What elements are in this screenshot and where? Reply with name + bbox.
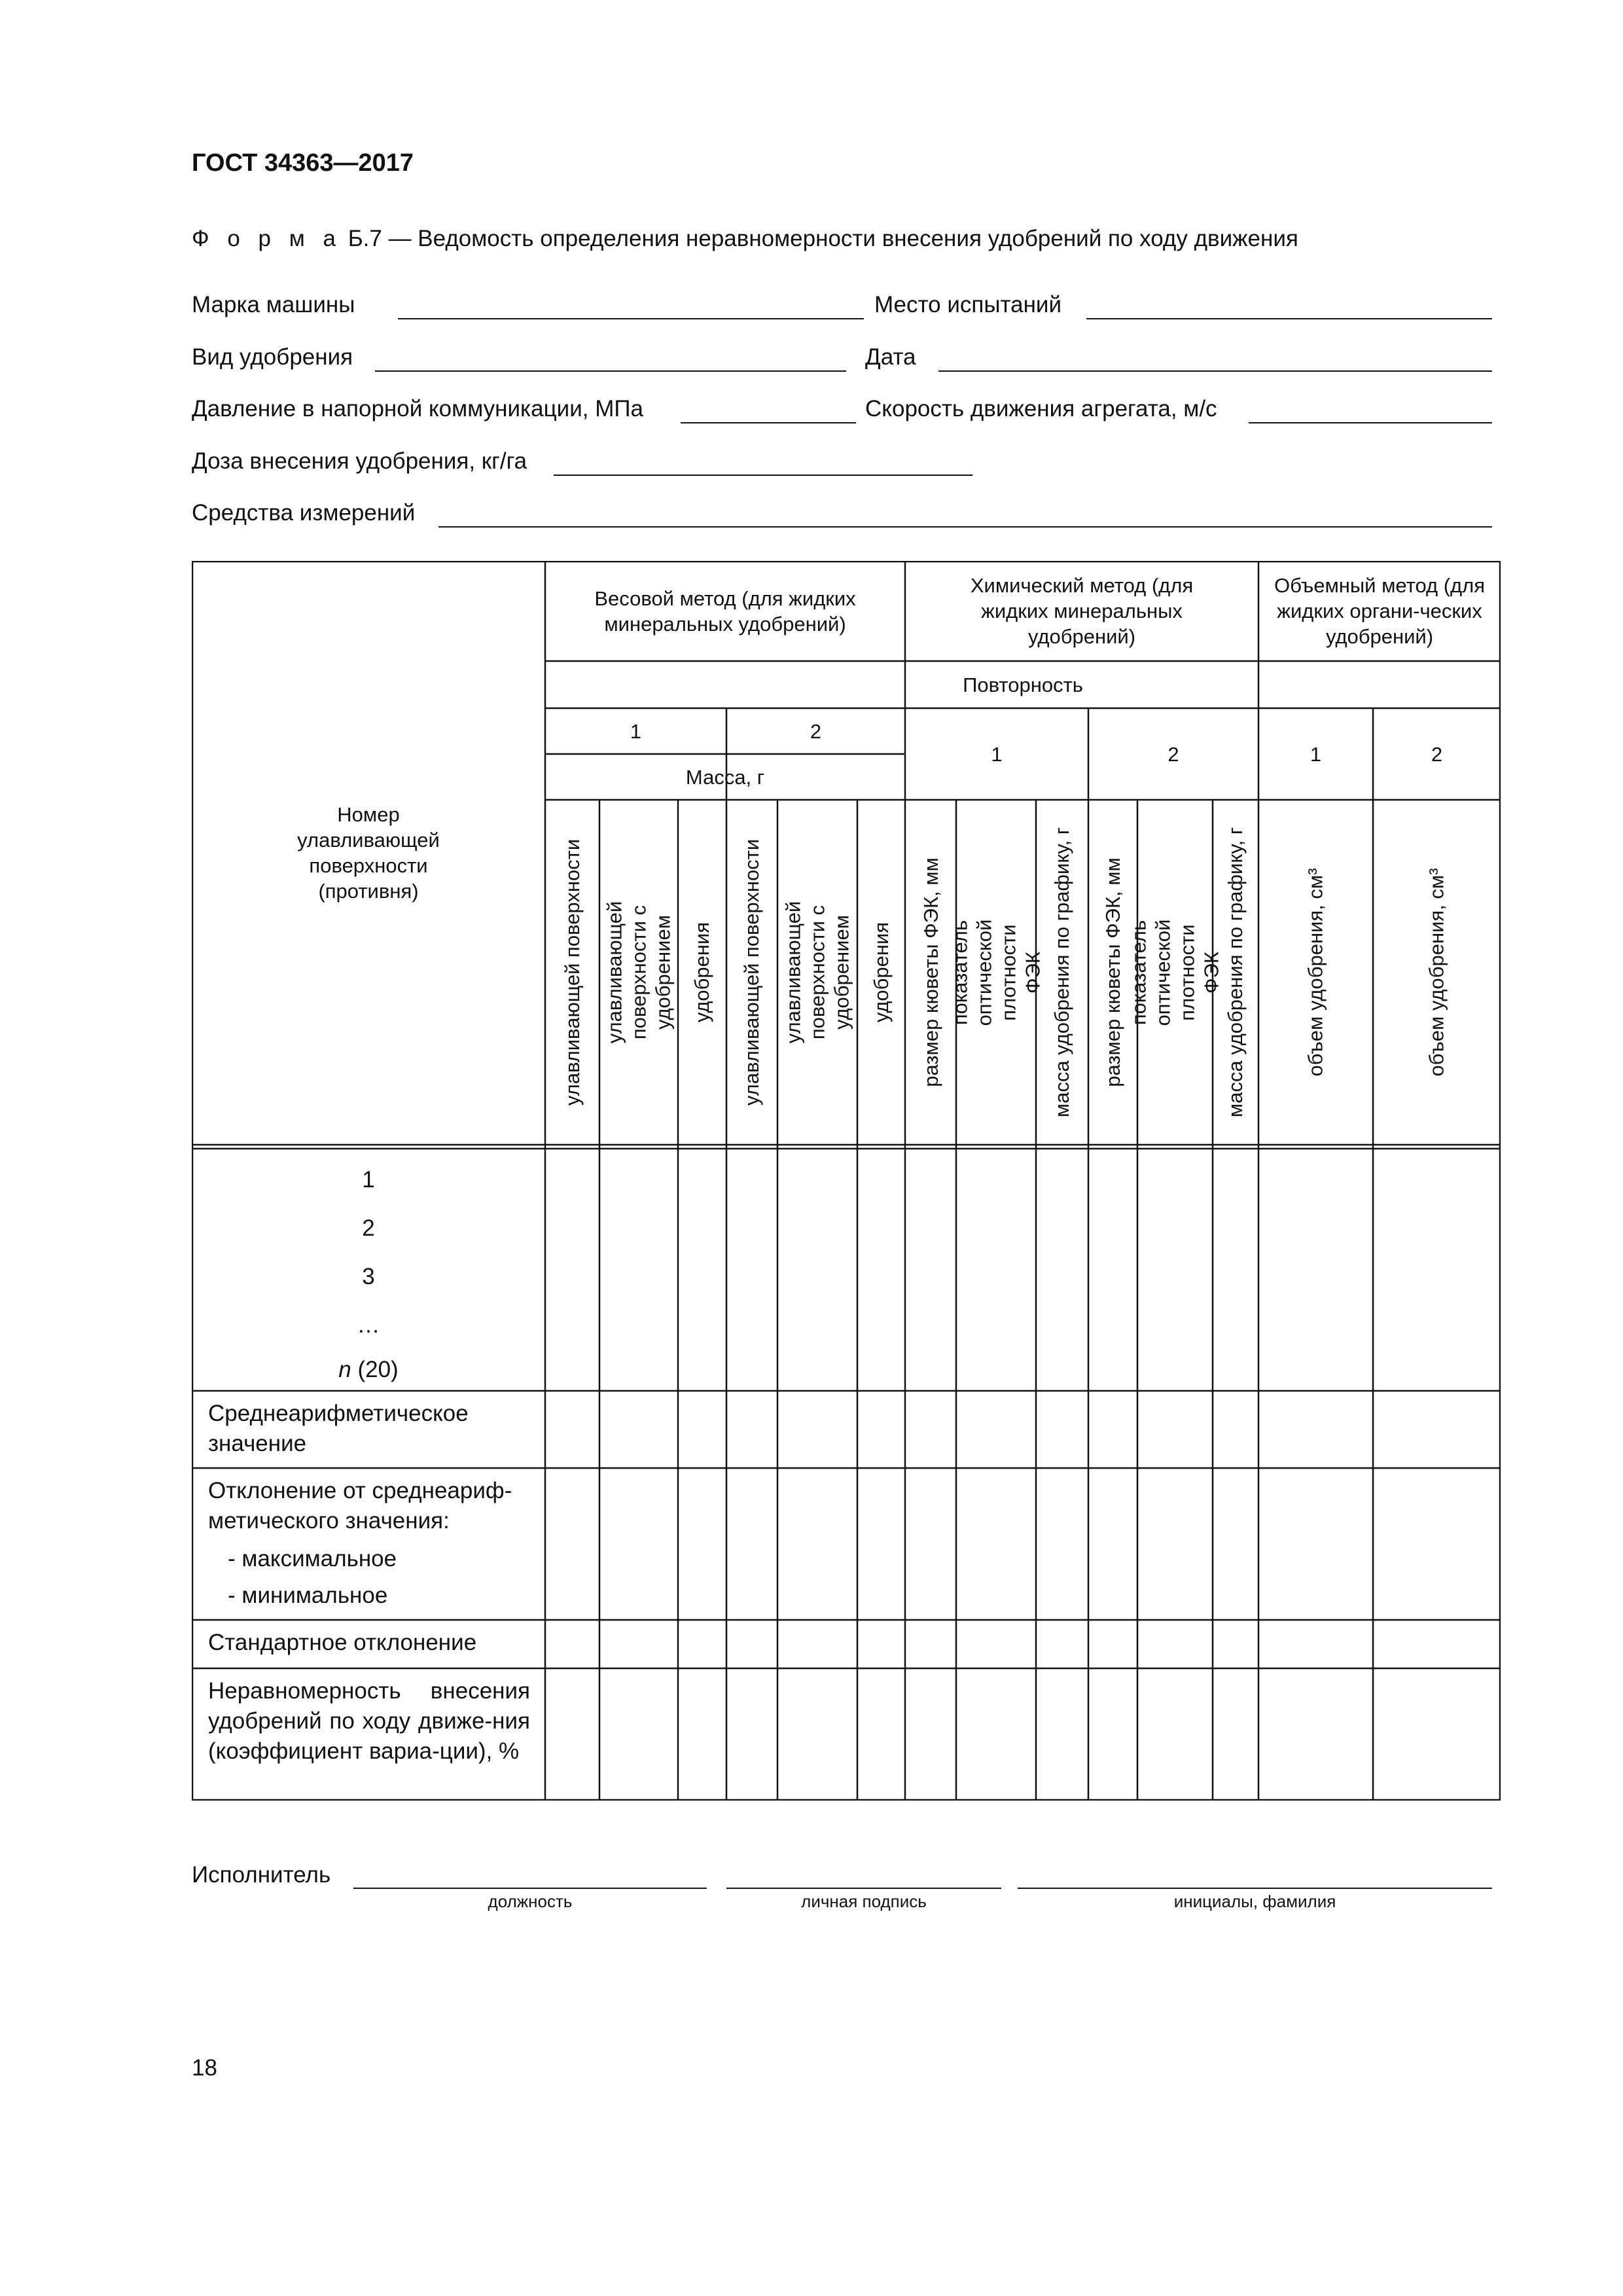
test-place-label: Место испытаний: [874, 292, 1062, 317]
col-volume-1: объем удобрения, см³: [1304, 868, 1328, 1077]
row-number-3: 3: [362, 1263, 375, 1289]
chem-rep2: 2: [1168, 742, 1179, 766]
machine-brand-label: Марка машины: [192, 292, 355, 317]
col-fert-1: удобрения: [690, 922, 714, 1023]
mean-label: Среднеарифметическое значение: [208, 1401, 469, 1456]
weight-method-text: Весовой метод (для жидких минеральных удобрений): [594, 586, 856, 636]
pressure-field[interactable]: [681, 422, 856, 423]
weight-rep2: 2: [810, 719, 822, 743]
date-field[interactable]: [938, 370, 1492, 372]
mass-cell: Масса, г: [685, 765, 765, 789]
deviation-label: Отклонение от среднеариф-метического значения:: [208, 1478, 512, 1534]
dose-field[interactable]: [554, 475, 972, 476]
deviation-max-label: - максимальное: [228, 1546, 397, 1571]
row-n-count: (20): [357, 1356, 399, 1382]
fertilizer-type-field[interactable]: [375, 370, 846, 372]
chemical-method-text: Химический метод (для жидких минеральных удобрений): [970, 574, 1194, 648]
volume-method-cell: [1258, 561, 1501, 661]
name-caption: инициалы, фамилия: [1173, 1892, 1336, 1911]
row-n-symbol: n: [338, 1356, 351, 1382]
col-surface-1: улавливающей поверхности: [561, 838, 584, 1106]
position-caption: должность: [488, 1892, 573, 1911]
weight-rep1: 1: [630, 719, 642, 743]
unevenness-label: Неравномерность внесения удобрений по ходу движе-ния (коэффициент вариа-ции), %: [208, 1678, 530, 1764]
weight-method-cell: [545, 561, 905, 661]
form-caption: [192, 226, 1298, 252]
machine-brand-field[interactable]: [398, 318, 864, 319]
vol-rep2: 2: [1431, 742, 1443, 766]
col-fert-2: удобрения: [870, 922, 893, 1023]
pressure-label: Давление в напорной коммуникации, МПа: [192, 396, 643, 422]
row-number-2: 2: [362, 1215, 375, 1241]
col-cuvette-2: размер кюветы ФЭК, мм: [1101, 857, 1124, 1087]
form-title: Б.7 — Ведомость определения неравномерности внесения удобрений по ходу движения: [348, 226, 1298, 251]
col-optical-2: показатель оптической плотности ФЭК: [1127, 919, 1223, 1026]
page-number: 18: [192, 2055, 217, 2081]
measurement-table: [192, 561, 1501, 1801]
col-optical-1: показатель оптической плотности ФЭК: [948, 919, 1044, 1026]
col-cuvette-1: размер кюветы ФЭК, мм: [919, 857, 942, 1087]
row-number-1: 1: [362, 1166, 375, 1193]
instruments-label: Средства измерений: [192, 500, 416, 526]
executor-label: Исполнитель: [192, 1862, 331, 1888]
instruments-field[interactable]: [438, 526, 1492, 528]
form-label: Ф о р м а: [192, 226, 342, 251]
col-surface-2: улавливающей поверхности: [740, 838, 764, 1106]
volume-method-text: Объемный метод (для жидких органи-ческих удобрений): [1274, 574, 1486, 648]
chem-rep1: 1: [991, 742, 1003, 766]
row-ellipsis: …: [357, 1312, 380, 1338]
col-volume-2: объем удобрения, см³: [1425, 868, 1449, 1077]
name-line[interactable]: [1018, 1888, 1492, 1889]
row-header-cell: [192, 561, 545, 1145]
repetition-cell: Повторность: [963, 673, 1083, 696]
test-place-field[interactable]: [1086, 318, 1492, 319]
row-header-text: Номер улавливающей поверхности (противня): [297, 803, 440, 903]
col-mass-graph-2: масса удобрения по графику, г: [1224, 827, 1247, 1118]
deviation-min-label: - минимальное: [228, 1583, 388, 1608]
position-line[interactable]: [353, 1888, 707, 1889]
dose-label: Доза внесения удобрения, кг/га: [192, 448, 527, 474]
date-label: Дата: [865, 344, 916, 370]
row-number-n: [192, 1346, 545, 1392]
speed-label: Скорость движения агрегата, м/с: [865, 396, 1217, 422]
col-surface-fert-2: улавливающей поверхности с удобрением: [781, 901, 853, 1044]
chemical-method-cell: [905, 561, 1258, 661]
col-surface-fert-1: улавливающей поверхности с удобрением: [603, 901, 675, 1044]
col-mass-graph-1: масса удобрения по графику, г: [1050, 827, 1074, 1118]
vol-rep1: 1: [1310, 742, 1322, 766]
std-label: Стандартное отклонение: [208, 1630, 477, 1655]
signature-caption: личная подпись: [801, 1892, 927, 1911]
signature-line[interactable]: [726, 1888, 1001, 1889]
document-standard: ГОСТ 34363—2017: [192, 149, 414, 177]
speed-field[interactable]: [1249, 422, 1492, 423]
fertilizer-type-label: Вид удобрения: [192, 344, 353, 370]
